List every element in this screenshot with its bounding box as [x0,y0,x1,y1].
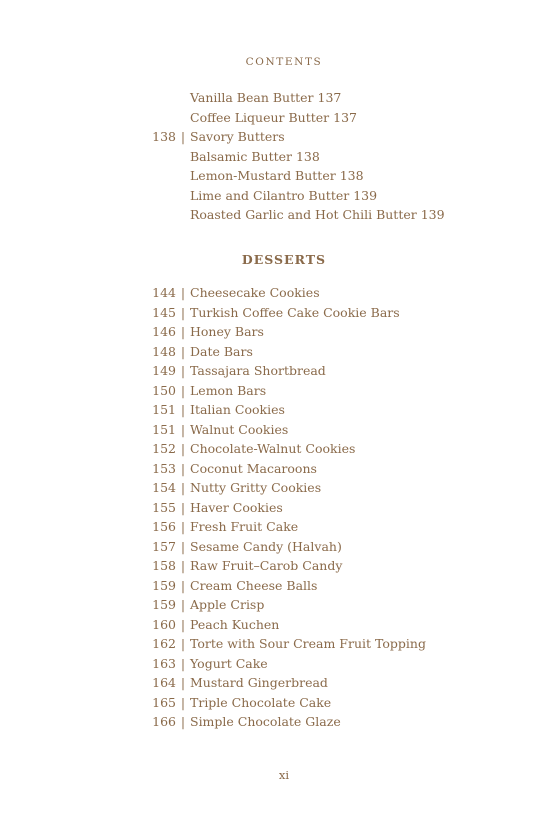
entry-title: Simple Chocolate Glaze [190,714,341,729]
entry-page-number: 151 [152,402,176,417]
entry-separator: | [180,285,186,300]
entry-title-page: 137 [317,90,342,105]
entry-title: Coffee Liqueur Butter 137 [190,109,357,125]
section-heading: DESSERTS [241,252,327,267]
toc-entry[interactable] [0,400,560,420]
entry-page-number: 153 [152,460,176,476]
toc-desserts-list [0,283,560,732]
toc-entry[interactable] [0,693,560,713]
toc-entry[interactable] [0,88,560,108]
entry-separator: | [180,558,186,573]
entry-title: Lime and Cilantro Butter 139 [190,187,378,203]
entry-separator: | [180,363,186,378]
entry-page-number: 162 [152,636,176,651]
entry-title: Lemon Bars [190,382,267,398]
entry-title: Fresh Fruit Cake [190,519,299,534]
entry-page-number: 165 [152,694,176,710]
entry-separator: | [180,480,186,495]
entry-title-page: 138 [295,148,320,164]
toc-entry[interactable] [0,420,560,440]
entry-separator: | [180,382,186,398]
entry-title: Date Bars [190,343,253,359]
toc-entry[interactable] [0,576,560,596]
toc-entry[interactable] [0,166,560,186]
entry-separator: | [180,655,186,671]
entry-separator: | [180,519,186,534]
entry-title: Tassajara Shortbread [190,363,326,378]
entry-title: Sesame Candy (Halvah) [190,538,342,554]
entry-separator: | [180,499,186,515]
entry-separator: | [180,538,186,554]
entry-page-number: 148 [152,343,176,359]
entry-separator: | [180,694,186,710]
entry-title: Balsamic Butter 138 [190,148,320,164]
entry-title: Peach Kuchen [190,616,280,632]
toc-entry[interactable] [0,634,560,654]
toc-entry[interactable] [0,459,560,479]
entry-title: Italian Cookies [190,402,285,417]
entry-separator: | [180,636,186,651]
entry-title-page: 137 [333,109,357,125]
entry-title: Vanilla Bean Butter 137 [190,90,342,105]
toc-entry[interactable] [0,127,560,147]
toc-entry[interactable] [0,361,560,381]
entry-title-page: 139 [353,187,378,203]
page-folio: xi [278,768,290,782]
toc-entry[interactable] [0,615,560,635]
entry-title: Yogurt Cake [190,655,268,671]
entry-page-number: 155 [152,499,176,515]
entry-title: Haver Cookies [190,499,283,515]
entry-page-number: 145 [152,304,176,320]
toc-continued-list [0,88,560,225]
entry-page-number: 156 [152,519,176,534]
entry-page-number: 146 [152,324,176,339]
entry-title: Mustard Gingerbread [190,675,328,690]
entry-title-page: 139 [420,207,445,222]
entry-separator: | [180,441,186,456]
entry-page-number: 166 [152,714,176,729]
entry-title: Apple Crisp [190,597,265,612]
entry-page-number: 151 [152,421,176,437]
entry-page-number: 159 [152,597,176,612]
entry-page-number: 149 [152,363,176,378]
running-head: CONTENTS [245,56,323,68]
toc-entry[interactable] [0,556,560,576]
entry-title-page: 138 [339,168,364,183]
entry-title: Triple Chocolate Cake [190,694,332,710]
entry-separator: | [180,577,186,593]
entry-separator: | [180,129,186,144]
entry-separator: | [180,616,186,632]
toc-continued [0,88,560,225]
entry-page-number: 157 [152,538,176,554]
entry-title: Lemon-Mustard Butter 138 [190,168,364,183]
entry-separator: | [180,597,186,612]
entry-page-number: 152 [152,441,176,456]
entry-title: Cheesecake Cookies [190,285,320,300]
entry-title: Raw Fruit–Carob Candy [190,558,343,573]
toc-entry[interactable] [0,322,560,342]
toc-entry[interactable] [0,673,560,693]
entry-title: Savory Butters [190,129,285,144]
toc-entry[interactable] [0,439,560,459]
entry-title: Turkish Coffee Cake Cookie Bars [190,304,400,320]
entry-separator: | [180,714,186,729]
entry-page-number: 164 [152,675,176,690]
entry-separator: | [180,304,186,320]
toc-entry[interactable] [0,303,560,323]
entry-title: Nutty Gritty Cookies [190,480,322,495]
toc-desserts [0,283,560,732]
entry-page-number: 158 [152,558,176,573]
toc-entry[interactable] [0,205,560,225]
toc-entry[interactable] [0,498,560,518]
entry-title: Torte with Sour Cream Fruit Topping [190,636,426,651]
entry-title: Cream Cheese Balls [190,577,318,593]
entry-separator: | [180,421,186,437]
entry-title: Chocolate-Walnut Cookies [190,441,356,456]
toc-entry[interactable] [0,186,560,206]
toc-entry[interactable] [0,654,560,674]
entry-separator: | [180,675,186,690]
entry-title: Roasted Garlic and Hot Chili Butter 139 [190,207,445,222]
entry-title: Walnut Cookies [190,421,289,437]
toc-entry[interactable] [0,147,560,167]
toc-entry[interactable] [0,537,560,557]
entry-page-number: 138 [152,129,176,144]
toc-entry[interactable] [0,712,560,732]
toc-entry[interactable] [0,381,560,401]
entry-title: Honey Bars [190,324,264,339]
toc-entry[interactable] [0,517,560,537]
entry-separator: | [180,460,186,476]
toc-entry[interactable] [0,342,560,362]
entry-page-number: 159 [152,577,176,593]
entry-page-number: 150 [152,382,176,398]
entry-page-number: 154 [152,480,176,495]
entry-title: Coconut Macaroons [190,460,317,476]
entry-separator: | [180,402,186,417]
toc-entry[interactable] [0,595,560,615]
toc-entry[interactable] [0,108,560,128]
entry-page-number: 144 [152,285,176,300]
toc-entry[interactable] [0,283,560,303]
entry-page-number: 163 [152,655,176,671]
entry-page-number: 160 [152,616,176,632]
entry-separator: | [180,343,186,359]
toc-entry[interactable] [0,478,560,498]
entry-separator: | [180,324,186,339]
